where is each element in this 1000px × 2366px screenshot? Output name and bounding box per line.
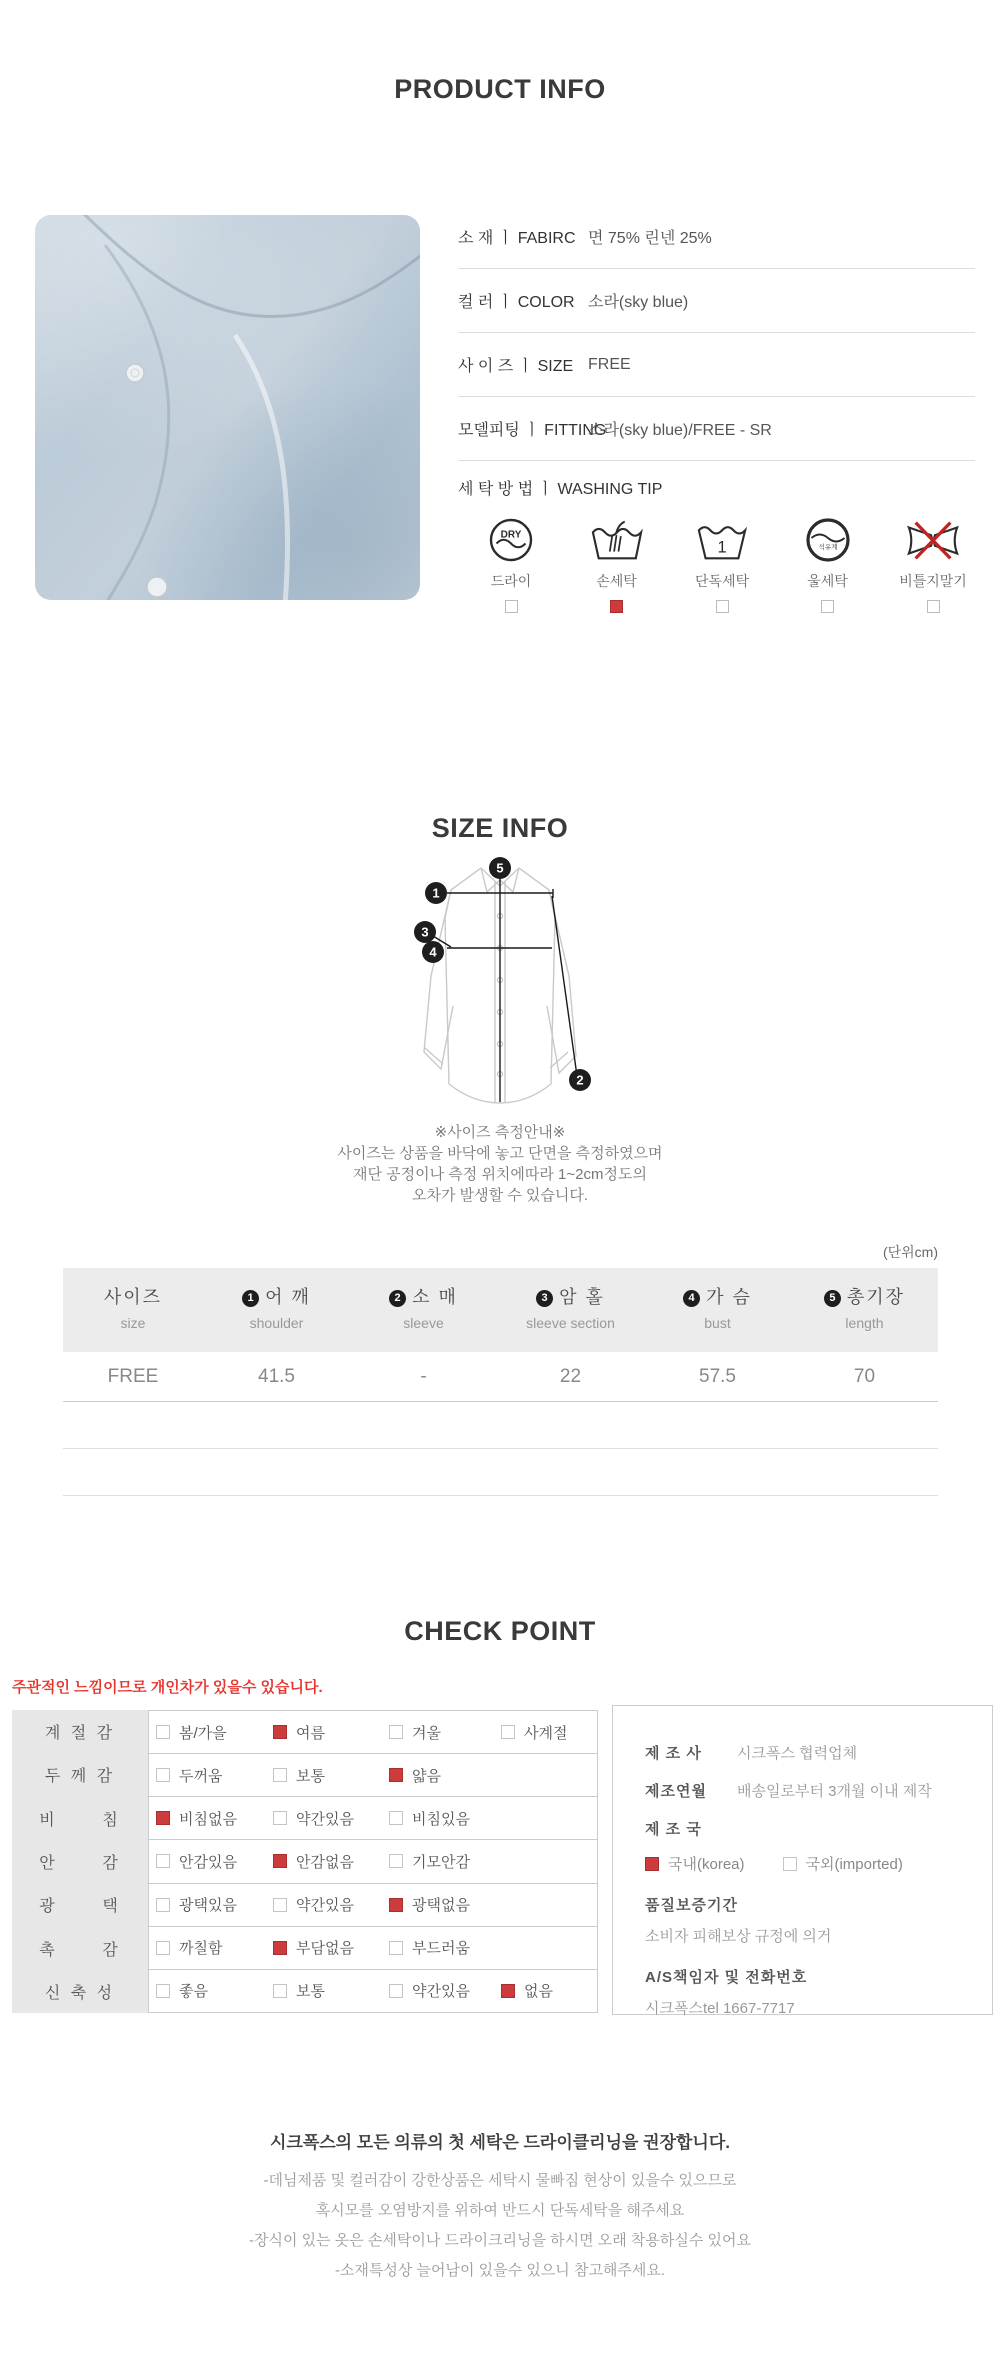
size-measure-note: [0, 1122, 1000, 1206]
care-notice-line: 혹시모를 오염방지를 위하여 반드시 단독세탁을 해주세요: [315, 2202, 685, 2219]
checkbox[interactable]: [389, 1941, 403, 1955]
spec-label: 컬 러 ㅣ COLOR: [458, 294, 575, 311]
row-label-gloss: 광 택: [39, 1898, 121, 1916]
product-photo: [35, 215, 420, 600]
care-notice-line: -장식이 있는 옷은 손세탁이나 드라이크리닝을 하시면 오래 착용하실수 있어요: [248, 2232, 752, 2249]
wool-wash-icon: [804, 516, 852, 564]
spec-label: 소 재 ㅣ FABIRC: [458, 230, 576, 247]
separate-wash-checkbox[interactable]: [716, 600, 729, 613]
row-label-stretch: 신 축 성: [44, 1984, 116, 2002]
col-badge: 1: [242, 1290, 259, 1307]
checkbox[interactable]: [273, 1811, 287, 1825]
wash-label: 단독세탁: [694, 573, 750, 589]
maker-value: 시크폭스 협력업체: [737, 1745, 858, 1762]
svg-text:5: 5: [496, 860, 504, 876]
sleeve-value: -: [420, 1365, 427, 1387]
checkbox[interactable]: [389, 1768, 403, 1782]
check-row-texture: 까칠함 부담없음 부드러움: [149, 1927, 597, 1970]
checkbox[interactable]: [273, 1984, 287, 1998]
wash-item-hand-wash: [574, 516, 660, 613]
armhole-value: 22: [559, 1365, 582, 1387]
check-row-season: 봄/가을 여름 겨울 사계절: [149, 1711, 597, 1754]
check-point-note: 주관적인 느낌이므로 개인차가 있을수 있습니다.: [12, 1679, 323, 1696]
size-col-header: 사이즈 size: [103, 1287, 163, 1331]
hand-wash-checkbox[interactable]: [610, 600, 623, 613]
checkbox[interactable]: [389, 1854, 403, 1868]
washing-icons-row: [468, 516, 976, 613]
spec-value: 소라(sky blue)/FREE - SR: [588, 422, 772, 439]
wash-item-separate-wash: [679, 516, 765, 613]
col-badge: 3: [536, 1290, 553, 1307]
checkbox[interactable]: [273, 1854, 287, 1868]
spec-row-fitting: [458, 397, 975, 461]
hand-wash-icon: [590, 516, 644, 564]
care-notice-line: -데님제품 및 컬러감이 강한상품은 세탁시 물빠짐 현상이 있을수 있으므로: [263, 2172, 737, 2189]
bust-col-header: 4 가 슴 bust: [644, 1268, 791, 1352]
shirt-measurement-diagram: [403, 856, 598, 1106]
size-note-line: 오차가 발생할 수 있습니다.: [411, 1187, 589, 1204]
wash-item-wool-wash: [785, 516, 871, 613]
empty-row: [63, 1402, 938, 1449]
care-notice: [0, 2128, 1000, 2286]
col-badge: 5: [824, 1290, 841, 1307]
checkbox[interactable]: [156, 1768, 170, 1782]
check-row-gloss: 광택있음 약간있음 광택없음: [149, 1884, 597, 1927]
svg-text:4: 4: [429, 944, 437, 960]
manufacturer-panel: [612, 1705, 993, 2015]
checkbox[interactable]: [389, 1811, 403, 1825]
checkbox[interactable]: [156, 1811, 170, 1825]
spec-label: 세 탁 방 법 ㅣ WASHING TIP: [458, 480, 663, 498]
as-contact-value: 시크폭스tel 1667-7717: [645, 2000, 795, 2017]
svg-text:1: 1: [717, 538, 727, 557]
check-row-sheerness: 비침없음 약간있음 비침있음: [149, 1797, 597, 1840]
bust-value: 57.5: [699, 1365, 736, 1387]
size-value: FREE: [107, 1365, 159, 1387]
size-table-row: [63, 1352, 938, 1402]
checkbox[interactable]: [156, 1898, 170, 1912]
check-point-labels: [12, 1710, 148, 2013]
check-point-options: [148, 1710, 598, 2013]
length-value: 70: [853, 1365, 876, 1387]
origin-options: 국내(korea) 국외(imported): [645, 1853, 972, 1874]
size-info-title: SIZE INFO: [431, 813, 569, 843]
wash-label: 드라이: [490, 573, 532, 589]
manufacture-date-row: [645, 1780, 972, 1801]
check-point-table: [12, 1710, 598, 2013]
col-badge: 2: [389, 1290, 406, 1307]
checkbox[interactable]: [273, 1898, 287, 1912]
checkbox[interactable]: [501, 1725, 515, 1739]
size-note-line: 재단 공정이나 측정 위치에따라 1~2cm정도의: [353, 1166, 647, 1183]
warranty-label: 품질보증기간: [645, 1897, 738, 1914]
maker-label: 제 조 사: [645, 1745, 702, 1762]
manufacture-date-value: 배송일로부터 3개월 이내 제작: [737, 1783, 932, 1800]
spec-row-washing: [458, 461, 975, 513]
svg-text:1: 1: [432, 885, 440, 901]
row-label-sheerness: 비 침: [39, 1811, 121, 1829]
svg-text:3: 3: [421, 924, 429, 940]
care-notice-line: -소재특성상 늘어남이 있을수 있으니 참고해주세요.: [334, 2262, 666, 2279]
col-badge: 4: [683, 1290, 700, 1307]
size-diagram: [403, 856, 598, 1106]
size-note-title: ※사이즈 측정안내※: [434, 1124, 566, 1141]
empty-row: [63, 1449, 938, 1496]
wash-label: 비틀지말기: [899, 573, 967, 589]
shoulder-value: 41.5: [258, 1365, 295, 1387]
fabric-fold-decoration: [35, 215, 420, 600]
product-spec-table: [458, 205, 975, 513]
checkbox[interactable]: [156, 1941, 170, 1955]
spec-label: 모델피팅 ㅣ FITTING: [458, 422, 607, 439]
svg-text:DRY: DRY: [500, 529, 522, 541]
sleeve-col-header: 2 소 매 sleeve: [350, 1268, 497, 1352]
as-contact-label: A/S책임자 및 전화번호: [645, 1969, 808, 1986]
row-label-texture: 촉 감: [39, 1941, 121, 1959]
length-col-header: 5 총기장 length: [791, 1268, 938, 1352]
checkbox[interactable]: [156, 1725, 170, 1739]
checkbox[interactable]: [501, 1984, 515, 1998]
spec-row-fabric: [458, 205, 975, 269]
size-table-header: [63, 1268, 938, 1352]
check-point-title: CHECK POINT: [404, 1616, 596, 1646]
checkbox[interactable]: [389, 1984, 403, 1998]
checkbox[interactable]: [156, 1854, 170, 1868]
origin-imported-checkbox[interactable]: [783, 1857, 797, 1871]
check-row-lining: 안감있음 안감없음 기모안감: [149, 1840, 597, 1883]
warranty-value: 소비자 피해보상 규정에 의거: [645, 1928, 832, 1945]
wash-label: 울세탁: [807, 573, 848, 589]
manufacture-date-label: 제조연월: [645, 1783, 707, 1800]
spec-value: 소라(sky blue): [588, 294, 689, 311]
armhole-col-header: 3 암 홀 sleeve section: [526, 1287, 615, 1331]
svg-text:2: 2: [576, 1072, 584, 1088]
spec-row-size: [458, 333, 975, 397]
no-wring-icon: [905, 516, 961, 564]
no-wring-checkbox[interactable]: [927, 600, 940, 613]
size-note-line: 사이즈는 상품을 바닥에 놓고 단면을 측정하였으며: [337, 1145, 663, 1162]
svg-text:석유계: 석유계: [818, 544, 837, 551]
origin-label: 제 조 국: [645, 1821, 702, 1838]
wash-item-dry: [468, 516, 554, 613]
unit-label: (단위cm): [882, 1244, 938, 1260]
dry-clean-checkbox[interactable]: [505, 600, 518, 613]
checkbox[interactable]: [389, 1725, 403, 1739]
checkbox[interactable]: [273, 1941, 287, 1955]
wash-label: 손세탁: [596, 573, 637, 589]
care-notice-headline: 시크폭스의 모든 의류의 첫 세탁은 드라이클리닝을 권장합니다.: [269, 2133, 731, 2152]
spec-row-color: [458, 269, 975, 333]
shoulder-col-header: 1 어 깨 shoulder: [203, 1268, 350, 1352]
check-row-stretch: 좋음 보통 약간있음 없음: [149, 1970, 597, 2012]
spec-value: FREE: [588, 355, 631, 373]
wool-wash-checkbox[interactable]: [821, 600, 834, 613]
separate-wash-icon: [695, 516, 749, 564]
check-row-thickness: 두꺼움 보통 얇음: [149, 1754, 597, 1797]
size-table: [63, 1268, 938, 1496]
checkbox[interactable]: [156, 1984, 170, 1998]
row-label-lining: 안 감: [39, 1854, 121, 1872]
checkbox[interactable]: [273, 1725, 287, 1739]
product-info-title: PRODUCT INFO: [394, 74, 606, 104]
origin-korea-checkbox[interactable]: [645, 1857, 659, 1871]
dry-clean-icon: [487, 516, 535, 564]
row-label-season: 계 절 감: [44, 1725, 116, 1743]
spec-value: 면 75% 린넨 25%: [588, 230, 712, 247]
checkbox[interactable]: [389, 1898, 403, 1912]
row-label-thickness: 두 께 감: [44, 1768, 116, 1786]
checkbox[interactable]: [273, 1768, 287, 1782]
wash-item-no-wring: [890, 516, 976, 613]
spec-label: 사 이 즈 ㅣ SIZE: [458, 358, 574, 375]
maker-row: [645, 1742, 972, 1763]
